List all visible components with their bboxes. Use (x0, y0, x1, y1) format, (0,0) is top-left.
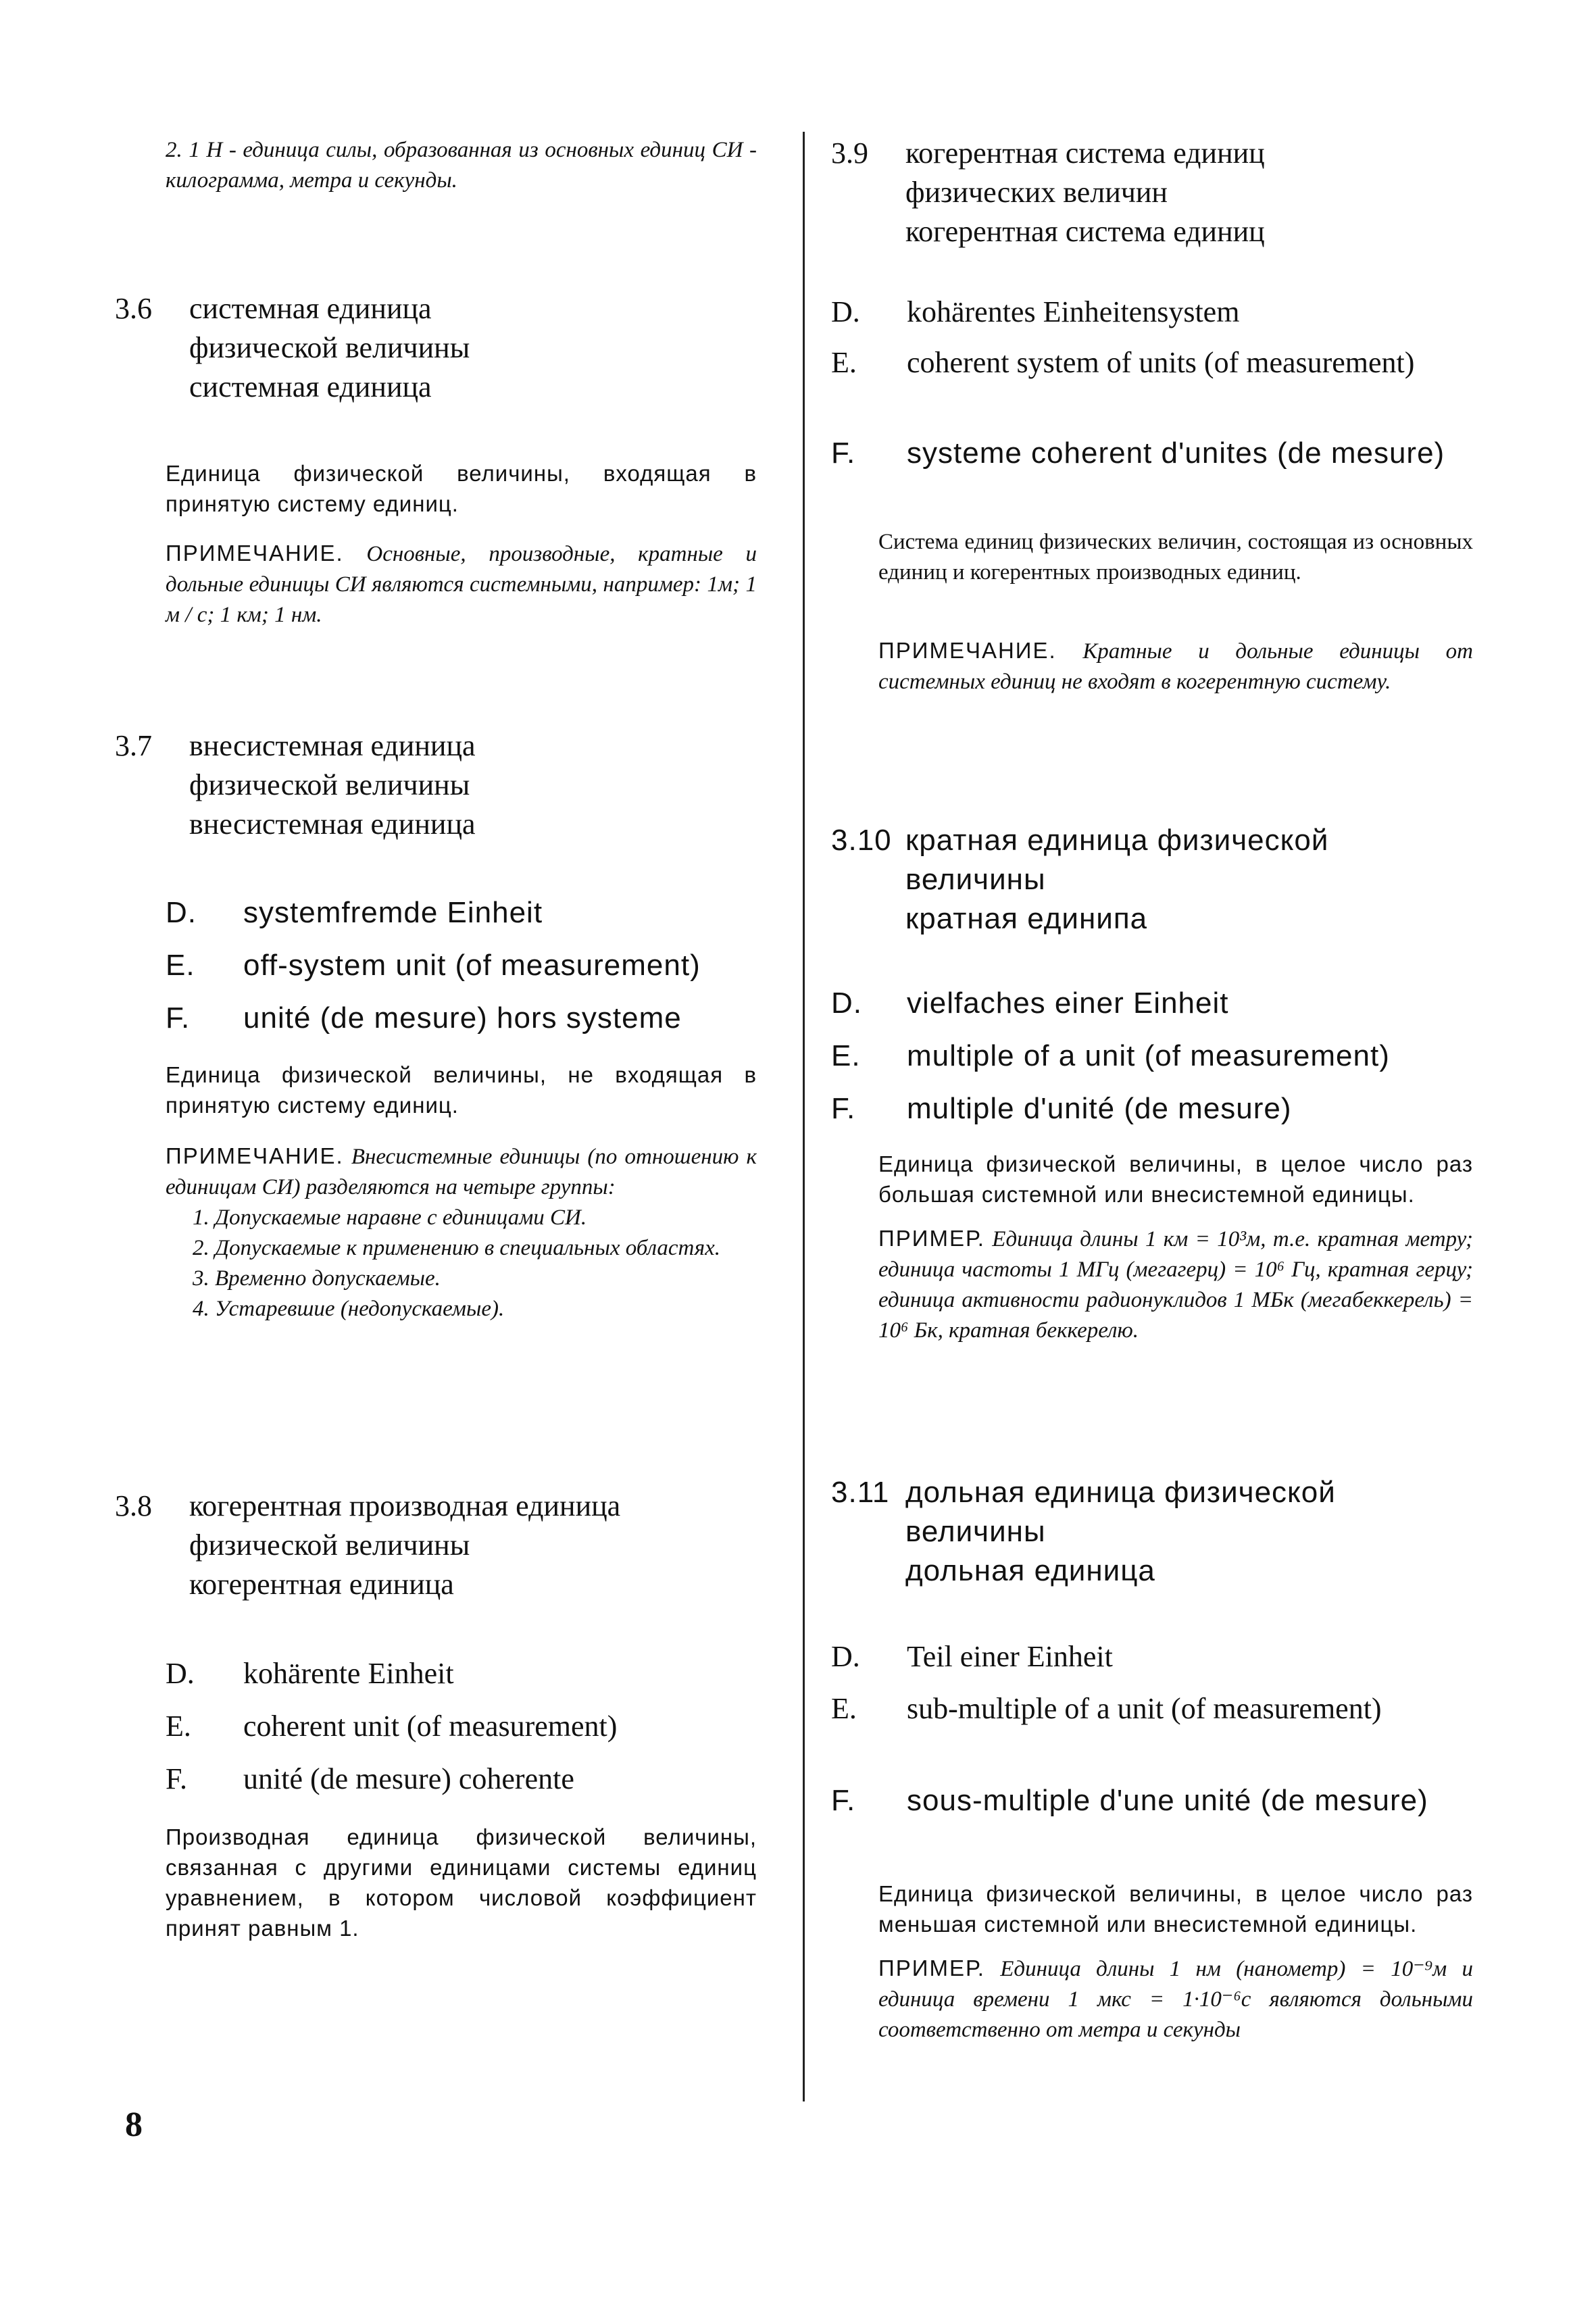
equivalent-text: multiple d'unité (de mesure) (907, 1092, 1292, 1125)
note-label: ПРИМЕЧАНИЕ. (166, 541, 344, 566)
term-3-11 (831, 1473, 1487, 1591)
term-title-line: когерентная единица (189, 1568, 454, 1601)
lang-code: D. (831, 1640, 860, 1673)
definition: Единица физической величины, в целое число раз меньшая системной или внесистемной единицы. (878, 1881, 1473, 1937)
lang-code: E. (166, 1710, 191, 1743)
term-title-line: когерентная система единиц (905, 136, 1265, 170)
term-3-7 (115, 726, 777, 844)
term-title-line: кратная единипа (905, 902, 1148, 935)
equivalent-en (831, 1037, 1487, 1076)
term-3-9 (831, 134, 1487, 251)
equivalent-text: kohärente Einheit (243, 1657, 454, 1690)
term-title-line: физической величины (189, 331, 470, 364)
term-title-line: внесистемная единица (189, 807, 476, 841)
term-title-line: физических величин (905, 176, 1168, 209)
example-label: ПРИМЕР. (878, 1226, 985, 1251)
term-title-line: дольная единица физической (905, 1476, 1336, 1509)
definition: Единица физической величины, входящая в принятую систему единиц. (166, 461, 757, 516)
term-3-8 (115, 1487, 777, 1604)
equivalent-fr (831, 1089, 1487, 1128)
definition: Единица физической величины, в целое число раз большая системной или внесистемной единицы. (878, 1151, 1473, 1207)
note-item: 2. Допускаемые к применению в специальных областях. (193, 1236, 720, 1260)
definition: Единица физической величины, не входящая в принятую систему единиц. (166, 1062, 757, 1118)
equivalent-de (115, 1654, 777, 1693)
lang-code: E. (831, 346, 857, 379)
term-title-line: кратная единица физической (905, 824, 1329, 857)
equivalent-text: sub-multiple of a unit (of measurement) (907, 1692, 1382, 1725)
term-number: 3.8 (115, 1489, 152, 1522)
equivalent-en (831, 343, 1487, 382)
term-title-line: физической величины (189, 1528, 470, 1562)
lang-code: E. (166, 949, 195, 982)
equivalent-text: vielfaches einer Einheit (907, 987, 1229, 1020)
term-3-10 (831, 821, 1487, 939)
term-title-line: дольная единица (905, 1554, 1155, 1587)
lang-code: F. (831, 1092, 856, 1125)
note-label: ПРИМЕЧАНИЕ. (878, 638, 1057, 663)
lang-code: F. (166, 1001, 191, 1035)
example-text: Единица длины 1 нм (нанометр) = 10⁻⁹м и единица времени 1 мкс = 1·10⁻⁶с являются дольными соответственно от метра и секунды (878, 1957, 1473, 2042)
term-title-line: когерентная система единиц (905, 215, 1265, 248)
equivalent-text: kohärentes Einheitensystem (907, 295, 1240, 328)
equivalent-text: unité (de mesure) coherente (243, 1762, 574, 1795)
page-number: 8 (125, 2106, 143, 2144)
column-divider (803, 132, 805, 2101)
lang-code: D. (831, 295, 860, 328)
term-number: 3.11 (831, 1476, 890, 1509)
note-text: Внесистемные единицы (по отношению к единицам СИ) разделяются на четыре группы: (166, 1145, 757, 1199)
equivalent-de (831, 984, 1487, 1023)
equivalent-fr (115, 1760, 777, 1799)
equivalent-en (115, 946, 777, 985)
equivalent-en (831, 1689, 1487, 1728)
equivalent-text: unité (de mesure) hors systeme (243, 1001, 682, 1035)
equivalent-text: multiple of a unit (of measurement) (907, 1039, 1390, 1072)
equivalent-text: systeme coherent d'unites (de mesure) (907, 437, 1445, 470)
equivalent-fr (115, 999, 777, 1038)
lang-code: D. (831, 987, 862, 1020)
note (166, 538, 757, 630)
equivalent-text: coherent unit (of measurement) (243, 1710, 618, 1743)
note-item: 3. Временно допускаемые. (193, 1266, 441, 1291)
term-number: 3.7 (115, 729, 152, 762)
note-label: ПРИМЕЧАНИЕ. (166, 1143, 344, 1168)
equivalent-de (115, 893, 777, 932)
equivalent-de (831, 1637, 1487, 1676)
equivalent-fr (831, 434, 1487, 473)
equivalent-text: sous-multiple d'une unité (de mesure) (907, 1784, 1428, 1817)
term-3-6 (115, 289, 777, 407)
term-title-line: системная единица (189, 370, 432, 403)
equivalent-text: off-system unit (of measurement) (243, 949, 701, 982)
lang-code: F. (166, 1762, 187, 1795)
lang-code: D. (166, 896, 197, 929)
equivalent-text: Teil einer Einheit (907, 1640, 1113, 1673)
lang-code: E. (831, 1692, 857, 1725)
lang-code: F. (831, 437, 856, 470)
note-item: 4. Устаревшие (недопускаемые). (193, 1297, 505, 1321)
note-text: Основные, производные, кратные и дольные единицы СИ являются системными, например: 1м; 1 м / с; 1 км; 1 нм. (166, 542, 757, 627)
term-number: 3.10 (831, 824, 892, 857)
equivalent-fr (831, 1781, 1487, 1820)
definition: Система единиц физических величин, состоящая из основных единиц и когерентных производных единиц. (878, 530, 1473, 584)
term-title-line: когерентная производная единица (189, 1489, 621, 1522)
note-item: 1. Допускаемые наравне с единицами СИ. (193, 1205, 587, 1230)
equivalent-text: systemfremde Einheit (243, 896, 543, 929)
equivalent-text: coherent system of units (of measurement) (907, 346, 1415, 379)
term-number: 3.9 (831, 136, 868, 170)
term-number: 3.6 (115, 292, 152, 325)
example-text: Единица длины 1 км = 10³м, т.е. кратная метру; единица частоты 1 МГц (мегагерц) = 10⁶ Гц, кратная герцу; единица активности радионуклидов 1 МБк (мегабеккерель) = 10⁶ Бк, кратная беккерелю. (878, 1227, 1474, 1343)
lang-code: E. (831, 1039, 861, 1072)
note-text: Кратные и дольные единицы от системных единиц не входят в когерентную систему. (878, 639, 1473, 694)
intro-note: 2. 1 Н - единица силы, образованная из основных единиц СИ - килограмма, метра и секунды. (166, 138, 757, 193)
example (878, 1953, 1473, 2045)
lang-code: F. (831, 1784, 856, 1817)
term-title-line: системная единица (189, 292, 432, 325)
equivalent-en (115, 1707, 777, 1746)
note (878, 635, 1473, 697)
term-title-line: внесистемная единица (189, 729, 476, 762)
term-title-line: величины (905, 863, 1046, 896)
example (878, 1223, 1473, 1346)
equivalent-de (831, 293, 1487, 332)
term-title-line: величины (905, 1515, 1046, 1548)
example-label: ПРИМЕР. (878, 1956, 985, 1981)
term-title-line: физической величины (189, 768, 470, 801)
lang-code: D. (166, 1657, 195, 1690)
definition: Производная единица физической величины, связанная с другими единицами системы единиц уравнением, в котором числовой коэффициент принят равным 1. (166, 1824, 757, 1941)
note (166, 1141, 757, 1324)
